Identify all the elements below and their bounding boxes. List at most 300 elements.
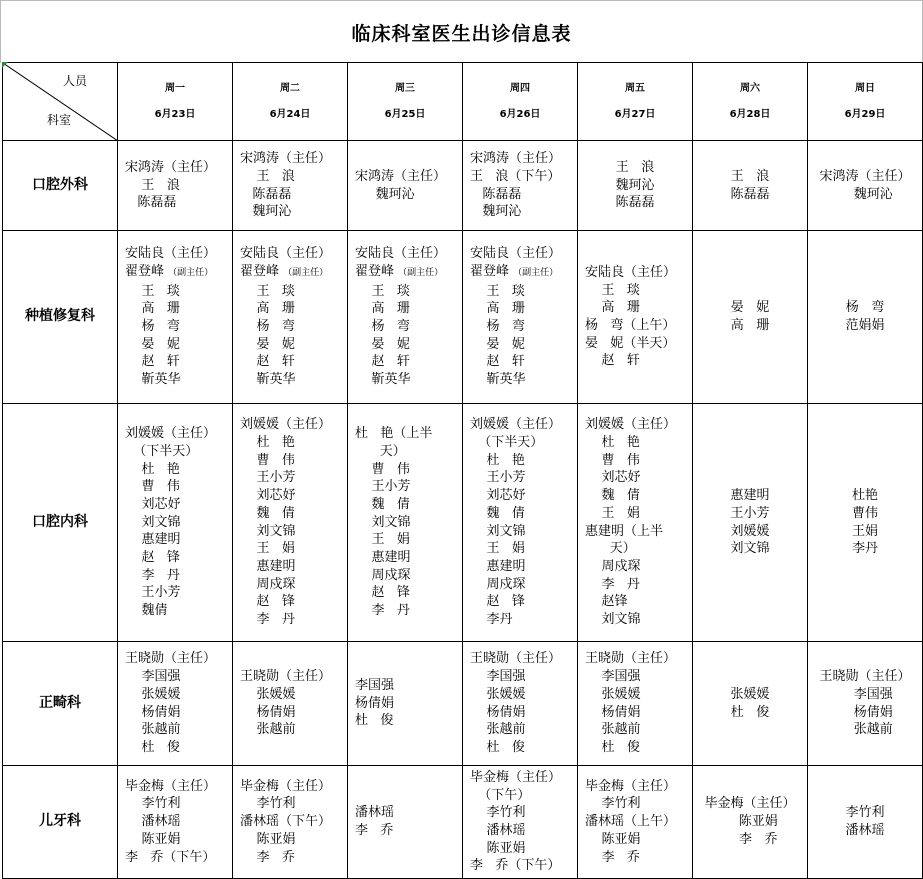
doctor-name: 张越前	[837, 722, 893, 738]
schedule-cell	[348, 404, 463, 642]
doctor-name: 刘芯妤	[470, 488, 526, 504]
day-date: 6月24日	[269, 108, 311, 120]
doctor-entry	[125, 443, 198, 461]
doctor-entry	[819, 668, 910, 686]
doctor-name: 王晓勋（主任）	[585, 651, 677, 667]
doctor-name: 杨倩娟	[355, 695, 395, 711]
schedule-table	[2, 62, 923, 879]
doctor-entry	[730, 186, 769, 204]
doctor-name: 翟登峰	[125, 263, 169, 279]
doctor-entry	[240, 831, 296, 849]
doctor-entry	[240, 300, 295, 318]
doctor-entry	[125, 602, 168, 620]
doctor-entry	[125, 686, 181, 704]
doctor-entry	[585, 335, 675, 353]
doctor-name: 杨 弯	[470, 319, 525, 334]
doctor-entry	[585, 282, 640, 300]
doctor-entry	[240, 203, 291, 221]
doctor-entry	[585, 352, 640, 370]
doctor-name: 杨 弯	[355, 319, 410, 334]
doctor-entry	[125, 549, 180, 567]
doctor-name: 刘文锦	[470, 523, 526, 539]
day-date: 6月25日	[384, 108, 426, 120]
doctor-name: 李国强	[837, 686, 893, 702]
doctor-entry	[240, 434, 295, 452]
doctor-name: 魏珂沁	[355, 186, 415, 202]
doctor-name: 靳英华	[125, 372, 181, 388]
doctor-entry	[240, 686, 296, 704]
doctor-entry	[355, 531, 410, 549]
doctor-entry	[731, 168, 769, 186]
doctor-name: 晏 妮（半天）	[585, 335, 676, 351]
schedule-cell	[233, 766, 348, 879]
doctor-entry	[846, 299, 884, 317]
doctor-name: 李竹利	[240, 796, 296, 812]
doctor-name: 刘文锦	[355, 514, 411, 530]
doctor-name: 王 浪	[240, 168, 295, 184]
doctor-name: 安陆良（主任）	[355, 246, 447, 262]
doctor-name: 高 珊	[355, 301, 410, 317]
doctor-name: 周戍琛	[470, 576, 526, 592]
doctor-entry	[723, 831, 778, 849]
doctor-name: 潘林瑶（下午）	[240, 814, 332, 830]
doctor-name: 王晓勋（主任）	[240, 669, 332, 685]
doctor-name: 杜 艳	[585, 434, 640, 450]
doctor-entry	[470, 721, 526, 739]
doctor-entry	[125, 461, 180, 479]
doctor-name: 高 珊	[125, 301, 180, 317]
doctor-entry	[125, 831, 181, 849]
doctor-entry	[731, 299, 769, 317]
doctor-name: 潘林瑶	[470, 823, 526, 838]
doctor-name: 翟登峰	[470, 263, 514, 279]
doctor-name: 王小芳	[470, 470, 526, 486]
doctor-entry	[240, 668, 331, 686]
doctor-entry	[470, 283, 525, 301]
doctor-name: 陈磊磊	[730, 186, 770, 202]
doctor-name: 李竹利	[845, 805, 885, 821]
doctor-name: 李竹利	[585, 796, 641, 812]
doctor-entry	[240, 611, 295, 629]
doctor-name: 靳英华	[240, 372, 296, 388]
doctor-entry	[852, 540, 878, 558]
doctor-name: 陈亚娟	[470, 840, 526, 856]
doctor-name: 宋鸿涛（主任）	[819, 168, 911, 184]
doctor-entry	[125, 778, 216, 796]
schedule-cell	[693, 642, 808, 766]
doctor-name: 宋鸿涛（主任）	[355, 168, 447, 184]
doctor-entry	[240, 150, 331, 168]
doctor-entry	[470, 593, 525, 611]
doctor-name: 安陆良（主任）	[585, 264, 677, 280]
doctor-entry	[731, 704, 769, 722]
doctor-name: 安陆良（主任）	[470, 246, 562, 262]
doctor-entry	[125, 668, 181, 686]
day-name: 周一	[165, 82, 185, 94]
doctor-entry	[240, 721, 296, 739]
doctor-entry	[470, 150, 561, 168]
schedule-cell	[693, 404, 808, 642]
doctor-entry	[125, 531, 181, 549]
doctor-name: 魏珂沁	[615, 177, 655, 193]
doctor-entry	[355, 804, 394, 822]
doctor-name: 杨 弯	[125, 319, 180, 334]
doctor-name: 惠建明（上半	[585, 523, 664, 539]
doctor-name: 魏 倩	[355, 496, 410, 512]
doctor-name: 高 珊	[240, 301, 295, 317]
corner-header	[3, 63, 118, 141]
day-header	[118, 63, 233, 141]
doctor-entry	[470, 840, 526, 858]
doctor-name: 曹 伟	[355, 461, 410, 477]
doctor-entry	[585, 299, 640, 317]
doctor-entry	[355, 425, 432, 443]
doctor-entry	[470, 168, 560, 186]
doctor-name: 杜 俊	[585, 739, 640, 755]
doctor-name: 潘林瑶	[125, 814, 181, 830]
schedule-cell	[233, 231, 348, 404]
doctor-entry	[240, 416, 331, 434]
dept-row	[3, 766, 923, 879]
schedule-cell	[693, 141, 808, 231]
doctor-name: 高 珊	[730, 318, 770, 333]
doctor-name: 靳英华	[355, 372, 411, 388]
doctor-entry	[585, 721, 641, 739]
doctor-entry	[470, 487, 526, 505]
schedule-cell	[348, 231, 463, 404]
doctor-name: 李国强	[125, 669, 181, 685]
dept-name: 儿牙科	[3, 766, 118, 879]
doctor-entry	[837, 704, 893, 722]
day-header	[808, 63, 923, 141]
doctor-name: 陈亚娟	[722, 814, 778, 830]
doctor-name: 刘芯妤	[240, 488, 296, 504]
schedule-cell	[808, 404, 923, 642]
doctor-entry	[585, 469, 641, 487]
doctor-name: 杨倩娟	[240, 704, 296, 720]
doctor-entry	[125, 567, 180, 585]
doctor-entry	[470, 371, 526, 389]
schedule-cell	[578, 766, 693, 879]
doctor-name: 惠建明	[470, 558, 526, 574]
doctor-entry	[585, 593, 628, 611]
doctor-entry	[470, 318, 525, 336]
doctor-entry	[585, 813, 676, 831]
doctor-entry	[125, 371, 181, 389]
doctor-entry	[585, 540, 636, 558]
doctor-entry	[470, 769, 561, 787]
doctor-name: 王娟	[851, 523, 878, 539]
doctor-name: 范娟娟	[845, 318, 885, 333]
doctor-name: 张越前	[240, 722, 296, 738]
doctor-name: 陈亚娟	[585, 831, 641, 847]
doctor-name: 赵锋	[585, 594, 628, 610]
doctor-entry	[240, 186, 291, 204]
doctor-entry	[470, 416, 561, 434]
doctor-entry	[470, 558, 526, 576]
doctor-entry	[125, 739, 180, 757]
doctor-entry	[470, 804, 526, 822]
doctor-entry	[125, 353, 180, 371]
doctor-name: 杜 俊	[730, 704, 770, 720]
doctor-name: 魏倩	[125, 603, 168, 619]
doctor-entry	[240, 540, 295, 558]
doctor-name: 王 琰	[585, 282, 640, 298]
doctor-name: 刘媛媛（主任）	[125, 426, 217, 442]
doctor-name: 李 丹	[240, 612, 295, 628]
doctor-entry	[585, 558, 641, 576]
doctor-name: 杜 俊	[355, 713, 394, 729]
doctor-name: 杜 艳（上半	[355, 426, 433, 442]
doctor-entry	[125, 849, 215, 867]
doctor-name: 刘文锦	[730, 541, 770, 557]
doctor-entry	[125, 650, 216, 668]
doctor-entry	[852, 487, 878, 505]
doctor-name: 李国强	[585, 669, 641, 685]
schedule-cell	[693, 766, 808, 879]
doctor-name: 杜 俊	[125, 739, 180, 755]
doctor-entry	[355, 283, 410, 301]
doctor-entry	[240, 371, 296, 389]
dept-row	[3, 141, 923, 231]
doctor-name: 晏 妮	[470, 336, 525, 352]
doctor-entry	[852, 523, 878, 541]
doctor-name: 王 琰	[240, 283, 295, 299]
doctor-name: 晏 妮	[355, 336, 410, 352]
doctor-name: 刘文锦	[585, 612, 641, 628]
doctor-entry	[470, 300, 525, 318]
doctor-name: 刘媛媛	[730, 523, 770, 539]
doctor-entry	[470, 668, 526, 686]
schedule-cell	[463, 141, 578, 231]
day-header	[578, 63, 693, 141]
day-name: 周六	[740, 82, 760, 94]
doctor-name: 宋鸿涛（主任）	[240, 151, 332, 167]
doctor-entry	[125, 177, 180, 195]
title-note: （副主任）	[513, 267, 559, 278]
doctor-name: 杜 艳	[470, 452, 525, 468]
schedule-cell	[463, 766, 578, 879]
doctor-entry	[240, 452, 295, 470]
doctor-name: 王 浪（下午）	[470, 168, 561, 184]
doctor-name: 惠建明	[125, 532, 181, 548]
doctor-name: 李 乔（下午）	[125, 849, 216, 865]
doctor-name: 李竹利	[125, 796, 181, 812]
doctor-name: 李 乔	[355, 823, 394, 838]
doctor-entry	[615, 194, 654, 212]
doctor-entry	[355, 336, 410, 354]
doctor-entry	[585, 739, 640, 757]
doctor-name: 李 丹	[585, 576, 640, 592]
dept-row	[3, 404, 923, 642]
doctor-name: 张媛媛	[730, 686, 770, 702]
doctor-entry	[585, 487, 640, 505]
doctor-entry	[240, 469, 296, 487]
doctor-name: 陈亚娟	[240, 831, 296, 847]
doctor-entry	[125, 300, 180, 318]
doctor-entry	[240, 487, 296, 505]
doctor-name: 潘林瑶（上午）	[585, 814, 677, 830]
doctor-entry	[722, 813, 778, 831]
day-date: 6月23日	[154, 108, 196, 120]
doctor-entry	[355, 245, 446, 263]
doctor-name: 王 浪	[125, 177, 180, 193]
page-title: 临床科室医生出诊信息表	[0, 0, 923, 63]
doctor-name: 刘媛媛（主任）	[585, 417, 677, 433]
doctor-name: 杜 艳	[240, 434, 295, 450]
doctor-entry	[585, 416, 676, 434]
doctor-entry	[125, 813, 181, 831]
doctor-name: 张越前	[585, 722, 641, 738]
doctor-name: 刘文锦	[125, 514, 181, 530]
doctor-name: 赵 锋	[125, 550, 180, 566]
doctor-entry	[125, 478, 180, 496]
doctor-name: 王 娟	[585, 505, 640, 521]
doctor-entry	[240, 263, 328, 283]
day-date: 6月28日	[729, 108, 771, 120]
doctor-entry	[125, 283, 180, 301]
doctor-entry	[616, 159, 654, 177]
doctor-name: 李 乔	[240, 849, 295, 865]
doctor-name: 天）	[355, 443, 406, 459]
doctor-entry	[240, 353, 295, 371]
header-row	[3, 63, 923, 141]
doctor-name: 赵 锋	[240, 594, 295, 610]
doctor-entry	[125, 425, 216, 443]
doctor-name: 李国强	[470, 669, 526, 685]
doctor-name: 杜 俊	[470, 739, 525, 755]
doctor-name: 王晓勋（主任）	[470, 651, 562, 667]
doctor-name: 赵 锋	[355, 585, 410, 601]
doctor-name: 惠建明	[355, 550, 411, 566]
day-header	[348, 63, 463, 141]
doctor-entry	[470, 787, 530, 805]
doctor-name: 高 珊	[470, 301, 525, 317]
doctor-entry	[125, 159, 216, 177]
doctor-name: 王 琰	[470, 283, 525, 299]
doctor-name: 王 琰	[125, 283, 180, 299]
schedule-cell	[808, 642, 923, 766]
doctor-entry	[470, 822, 526, 840]
day-date: 6月26日	[499, 108, 541, 120]
doctor-entry	[240, 778, 331, 796]
doctor-entry	[355, 186, 415, 204]
title-note: （副主任）	[398, 267, 444, 278]
doctor-entry	[125, 336, 180, 354]
schedule-cell	[578, 404, 693, 642]
doctor-entry	[615, 177, 654, 195]
day-header	[693, 63, 808, 141]
doctor-entry	[125, 721, 181, 739]
doctor-name: 潘林瑶	[845, 823, 885, 838]
doctor-name: 杨倩娟	[585, 704, 641, 720]
doctor-name: 惠建明	[730, 488, 770, 504]
corner-bottom-label: 科室	[47, 113, 72, 128]
doctor-name: 杨倩娟	[470, 704, 526, 720]
doctor-entry	[125, 496, 181, 514]
schedule-cell	[578, 231, 693, 404]
schedule-cell	[118, 404, 233, 642]
doctor-name: 刘媛媛（主任）	[240, 417, 332, 433]
doctor-entry	[837, 186, 893, 204]
doctor-name: 李 丹	[125, 567, 180, 583]
doctor-name: 晏 妮	[730, 300, 770, 316]
doctor-name: 王小芳	[355, 479, 411, 495]
doctor-entry	[585, 795, 641, 813]
doctor-entry	[845, 317, 884, 335]
doctor-entry	[470, 452, 525, 470]
doctor-entry	[845, 822, 884, 840]
dept-name: 口腔内科	[3, 404, 118, 642]
doctor-entry	[125, 245, 216, 263]
doctor-name: 魏珂沁	[470, 204, 522, 220]
doctor-entry	[585, 523, 663, 541]
doctor-entry	[355, 353, 410, 371]
schedule-cell	[118, 766, 233, 879]
doctor-name: 李国强	[355, 677, 395, 693]
doctor-entry	[704, 795, 795, 813]
doctor-name: 王 娟	[240, 541, 295, 557]
doctor-name: 刘芯妤	[585, 470, 641, 486]
doctor-name: 王 娟	[470, 541, 525, 557]
doctor-entry	[125, 584, 181, 602]
doctor-entry	[355, 695, 394, 713]
doctor-name: 杨 弯	[845, 300, 885, 316]
doctor-entry	[470, 336, 525, 354]
day-name: 周三	[395, 82, 415, 94]
doctor-entry	[585, 452, 640, 470]
doctor-entry	[470, 505, 525, 523]
doctor-name: 魏珂沁	[240, 204, 292, 220]
doctor-entry	[585, 668, 641, 686]
doctor-name: 杨倩娟	[125, 704, 181, 720]
doctor-entry	[125, 263, 213, 283]
doctor-entry	[819, 168, 910, 186]
schedule-cell	[578, 642, 693, 766]
doctor-entry	[470, 203, 521, 221]
doctor-name: 张媛媛	[470, 686, 526, 702]
doctor-entry	[731, 317, 769, 335]
doctor-entry	[470, 523, 526, 541]
doctor-entry	[240, 318, 295, 336]
doctor-entry	[837, 686, 893, 704]
doctor-name: 曹 伟	[240, 452, 295, 468]
doctor-name: 李丹	[470, 612, 513, 628]
doctor-name: 陈磊磊	[240, 186, 292, 202]
doctor-entry	[355, 549, 411, 567]
doctor-entry	[470, 611, 513, 629]
schedule-cell	[118, 141, 233, 231]
doctor-entry	[355, 478, 411, 496]
doctor-entry	[240, 704, 296, 722]
doctor-entry	[470, 263, 558, 283]
doctor-name: 杨 弯	[240, 319, 295, 334]
corner-top-label: 人员	[62, 74, 87, 88]
schedule-cell	[578, 141, 693, 231]
schedule-cell	[348, 141, 463, 231]
doctor-name: 张媛媛	[125, 686, 181, 702]
doctor-entry	[125, 704, 181, 722]
title-note: （副主任）	[283, 267, 329, 278]
doctor-name: 魏 倩	[470, 505, 525, 521]
doctor-name: 宋鸿涛（主任）	[125, 159, 217, 175]
doctor-name: 毕金梅（主任）	[240, 778, 332, 794]
doctor-entry	[470, 650, 561, 668]
doctor-entry	[240, 593, 295, 611]
doctor-name: 刘芯妤	[125, 496, 181, 512]
doctor-name: 杜艳	[851, 488, 878, 504]
doctor-entry	[730, 540, 769, 558]
